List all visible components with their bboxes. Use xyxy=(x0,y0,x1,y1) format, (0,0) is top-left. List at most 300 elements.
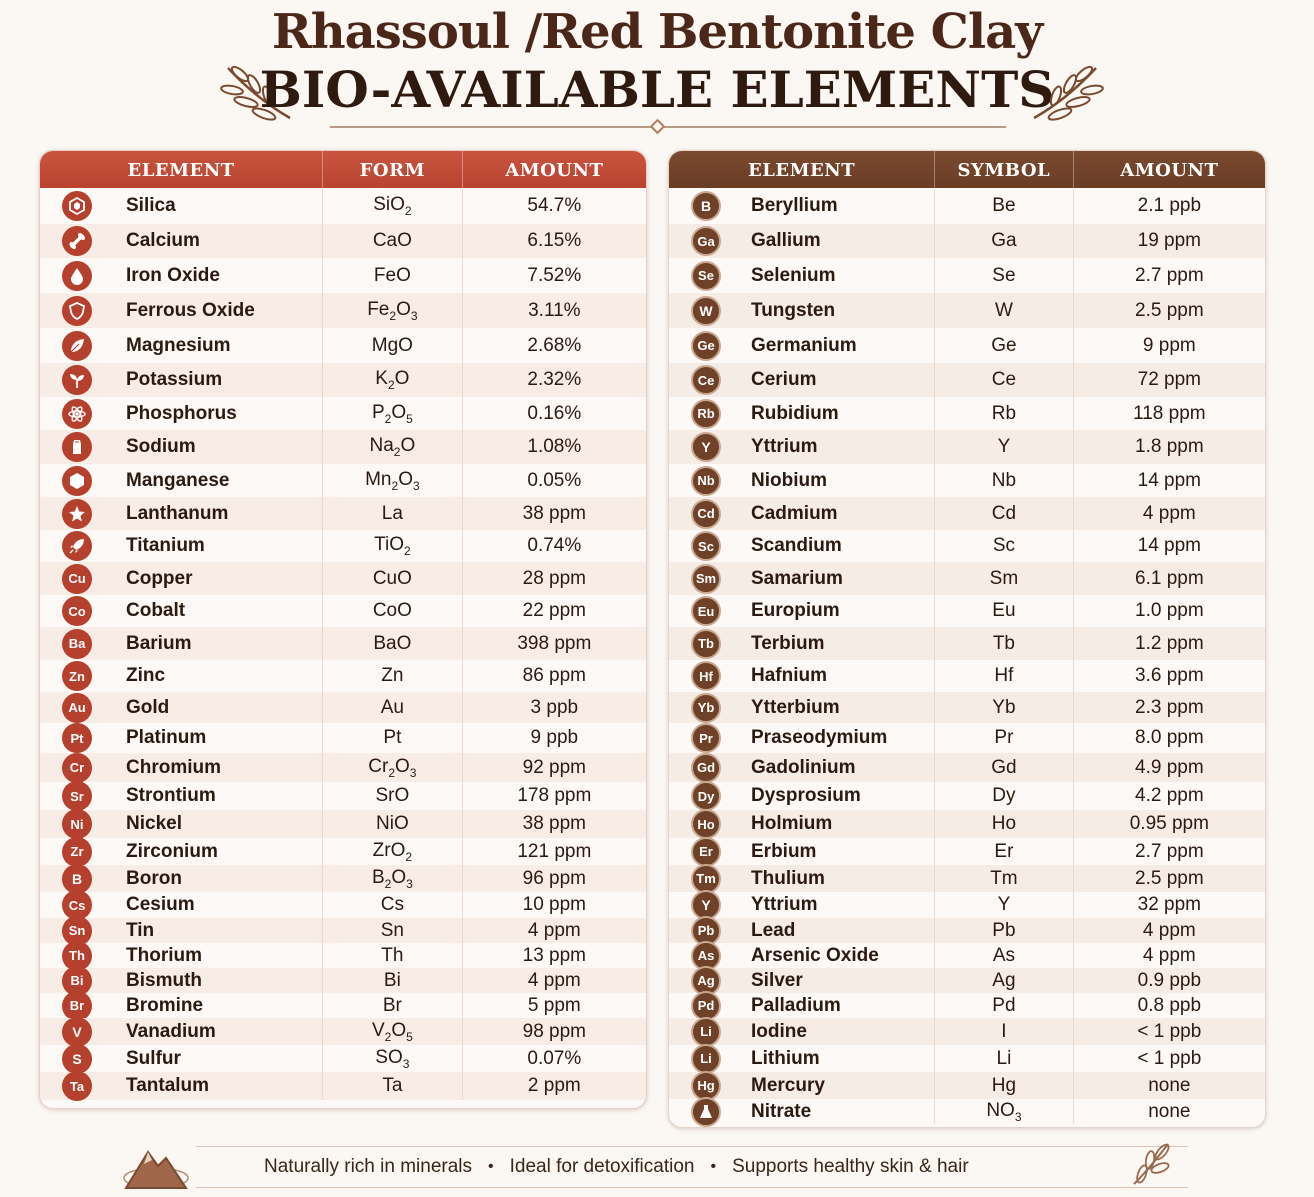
column-header-amount: AMOUNT xyxy=(505,160,604,181)
element-symbol-badge: Er xyxy=(691,837,721,867)
element-name: Selenium xyxy=(751,264,836,286)
form-cell xyxy=(323,497,463,530)
element-name: Sodium xyxy=(126,436,196,457)
table-row xyxy=(669,397,1265,430)
element-symbol-badge: Ag xyxy=(691,966,721,996)
element-symbol: Pd xyxy=(992,994,1016,1016)
column-header-element: ELEMENT xyxy=(669,151,935,188)
flask-icon xyxy=(691,1097,721,1127)
element-name: Thulium xyxy=(751,867,825,889)
element-symbol-badge: Ge xyxy=(691,331,721,361)
element-symbol-badge: Zr xyxy=(62,837,92,867)
symbol-cell xyxy=(935,530,1074,562)
element-name: Samarium xyxy=(751,567,843,589)
element-cell xyxy=(669,723,935,753)
element-cell xyxy=(40,430,323,464)
table-row xyxy=(669,943,1265,968)
amount-value: 19 ppm xyxy=(1137,230,1202,251)
amount-value: 398 ppm xyxy=(517,632,592,654)
chemical-form: CoO xyxy=(372,600,412,621)
column-header-amount: AMOUNT xyxy=(1120,160,1219,181)
element-symbol: Nb xyxy=(991,469,1017,491)
element-cell xyxy=(669,328,935,363)
amount-cell xyxy=(1074,660,1265,692)
element-name: Hafnium xyxy=(751,665,827,686)
amount-cell xyxy=(1074,595,1265,627)
amount-cell xyxy=(463,562,646,595)
chemical-form: BaO xyxy=(373,632,412,654)
element-symbol-badge: Co xyxy=(62,596,92,626)
form-cell xyxy=(323,430,463,464)
amount-value: 38 ppm xyxy=(522,813,587,834)
amount-cell xyxy=(1074,430,1265,464)
element-symbol: $NO_3$ xyxy=(986,1099,1022,1124)
column-header-symbol: SYMBOL xyxy=(935,151,1074,188)
element-symbol-badge: B xyxy=(691,191,721,221)
chemical-form: Zn xyxy=(381,665,404,686)
element-name: Vanadium xyxy=(126,1020,216,1042)
amount-cell xyxy=(463,397,646,430)
amount-cell xyxy=(463,363,646,397)
symbol-cell xyxy=(935,782,1074,810)
amount-cell xyxy=(1074,810,1265,838)
element-symbol-badge: Ba xyxy=(62,629,92,659)
table-row xyxy=(40,464,646,497)
chemical-form: La xyxy=(381,502,403,524)
element-name: Niobium xyxy=(751,469,827,491)
salt-shaker-icon xyxy=(62,432,92,462)
element-symbol-badge: Pb xyxy=(691,916,721,946)
amount-cell xyxy=(463,1045,646,1072)
element-cell xyxy=(40,838,323,865)
leaf-icon xyxy=(62,331,92,361)
table-row xyxy=(669,660,1265,692)
table-row xyxy=(40,430,646,464)
element-name: Holmium xyxy=(751,813,833,834)
table-row xyxy=(669,1072,1265,1099)
element-symbol-badge: Y xyxy=(691,890,721,920)
amount-cell xyxy=(1074,753,1265,782)
amount-value: 0.8 ppb xyxy=(1137,994,1202,1016)
element-symbol-badge: Yb xyxy=(691,693,721,723)
element-name: Nitrate xyxy=(751,1100,812,1122)
element-cell xyxy=(40,993,323,1018)
amount-value: 6.1 ppm xyxy=(1135,567,1204,589)
amount-value: 4 ppm xyxy=(1142,919,1196,941)
element-symbol: I xyxy=(1001,1020,1007,1042)
symbol-cell xyxy=(935,1099,1074,1124)
amount-cell xyxy=(1074,397,1265,430)
form-cell xyxy=(323,692,463,723)
chemical-form: Th xyxy=(381,944,404,966)
amount-value: 1.2 ppm xyxy=(1135,632,1204,654)
element-cell xyxy=(669,530,935,562)
amount-value: 3 ppb xyxy=(530,696,579,718)
element-name: Palladium xyxy=(751,994,841,1016)
amount-cell xyxy=(1074,562,1265,595)
amount-value: 6.15% xyxy=(527,230,582,251)
element-symbol-badge: Tm xyxy=(691,864,721,894)
amount-value: 96 ppm xyxy=(522,867,587,889)
divider xyxy=(330,126,1006,128)
element-cell xyxy=(40,968,323,993)
table-row xyxy=(40,627,646,660)
form-cell xyxy=(323,968,463,993)
form-cell xyxy=(323,723,463,753)
element-name: Silver xyxy=(751,969,803,991)
amount-value: 1.8 ppm xyxy=(1135,436,1204,457)
symbol-cell xyxy=(935,660,1074,692)
chemical-form: ZrO$_2$ xyxy=(372,839,413,864)
element-name: Europium xyxy=(751,600,840,621)
symbol-cell xyxy=(935,865,1074,892)
element-cell xyxy=(40,810,323,838)
amount-value: 4.2 ppm xyxy=(1135,785,1204,806)
table-row xyxy=(40,328,646,363)
form-cell xyxy=(323,838,463,865)
table-row xyxy=(40,224,646,258)
element-name: Germanium xyxy=(751,334,857,356)
table-row xyxy=(40,993,646,1018)
amount-value: 86 ppm xyxy=(522,665,587,686)
element-symbol: Rb xyxy=(991,402,1017,424)
form-cell xyxy=(323,1018,463,1045)
element-cell xyxy=(669,497,935,530)
element-cell xyxy=(40,363,323,397)
amount-cell xyxy=(463,430,646,464)
element-name: Erbium xyxy=(751,840,817,862)
table-row xyxy=(40,497,646,530)
form-cell xyxy=(323,397,463,430)
amount-cell xyxy=(1074,1099,1265,1124)
symbol-cell xyxy=(935,397,1074,430)
table-row xyxy=(669,723,1265,753)
element-cell xyxy=(669,562,935,595)
symbol-cell xyxy=(935,943,1074,968)
element-name: Chromium xyxy=(126,756,221,778)
footer-item: Ideal for detoxification xyxy=(509,1156,695,1177)
table-row xyxy=(40,782,646,810)
amount-value: 4 ppm xyxy=(527,919,581,941)
element-name: Nickel xyxy=(126,813,182,834)
form-cell xyxy=(323,595,463,627)
amount-cell xyxy=(1074,918,1265,943)
form-cell xyxy=(323,363,463,397)
table-row xyxy=(669,464,1265,497)
right-table-body xyxy=(669,188,1265,1124)
element-symbol: Be xyxy=(992,195,1016,216)
element-symbol-badge: Ce xyxy=(691,365,721,395)
element-symbol-badge: Gd xyxy=(691,753,721,783)
element-name: Gallium xyxy=(751,230,821,251)
element-name: Terbium xyxy=(751,632,825,654)
element-symbol-badge: Cs xyxy=(62,890,92,920)
element-cell xyxy=(669,293,935,328)
element-name: Potassium xyxy=(126,369,223,390)
element-cell xyxy=(40,660,323,692)
amount-value: 22 ppm xyxy=(522,600,587,621)
element-cell xyxy=(40,1045,323,1072)
element-cell xyxy=(40,627,323,660)
element-cell xyxy=(40,293,323,328)
element-name: Titanium xyxy=(126,535,205,556)
form-cell xyxy=(323,753,463,782)
element-name: Gold xyxy=(126,696,170,718)
symbol-cell xyxy=(935,993,1074,1018)
element-symbol-badge: Sn xyxy=(62,916,92,946)
element-cell xyxy=(669,993,935,1018)
element-cell xyxy=(669,838,935,865)
element-cell xyxy=(669,627,935,660)
amount-value: 4 ppm xyxy=(1142,944,1196,966)
amount-cell xyxy=(1074,258,1265,293)
element-cell xyxy=(40,943,323,968)
chemical-form: $V_2O_5$ xyxy=(371,1019,413,1044)
amount-cell xyxy=(1074,224,1265,258)
element-name: Bismuth xyxy=(126,969,202,991)
table-row xyxy=(40,1072,646,1100)
diamond-ornament xyxy=(650,119,666,135)
element-symbol-badge: Hg xyxy=(691,1071,721,1101)
form-cell xyxy=(323,224,463,258)
table-row xyxy=(669,692,1265,723)
element-name: Scandium xyxy=(751,535,842,556)
chemical-form: $P_2O_5$ xyxy=(371,401,413,426)
element-symbol-badge: B xyxy=(62,864,92,894)
element-cell xyxy=(669,810,935,838)
element-name: Zinc xyxy=(126,665,166,686)
element-cell xyxy=(40,258,323,293)
element-cell xyxy=(40,464,323,497)
element-symbol-badge: Zn xyxy=(62,661,92,691)
shield-icon xyxy=(62,296,92,326)
element-name: Boron xyxy=(126,867,182,889)
table-row xyxy=(40,595,646,627)
crystal-icon xyxy=(62,191,92,221)
element-symbol: Ce xyxy=(991,369,1017,390)
chemical-form: Pt xyxy=(383,727,402,748)
table-row xyxy=(40,865,646,892)
amount-cell xyxy=(1074,188,1265,224)
element-symbol: Y xyxy=(997,894,1011,915)
amount-value: 2.1 ppb xyxy=(1137,195,1202,216)
symbol-cell xyxy=(935,328,1074,363)
symbol-cell xyxy=(935,562,1074,595)
element-symbol-badge: Pd xyxy=(691,991,721,1021)
amount-cell xyxy=(1074,627,1265,660)
amount-cell xyxy=(463,692,646,723)
element-symbol-badge: Pr xyxy=(691,723,721,753)
footer-bullet: • xyxy=(488,1158,494,1175)
element-cell xyxy=(669,397,935,430)
element-cell xyxy=(669,1072,935,1099)
amount-cell xyxy=(463,258,646,293)
star-icon xyxy=(62,499,92,529)
element-symbol: Tb xyxy=(992,632,1015,654)
element-symbol: Hg xyxy=(991,1074,1017,1096)
chemical-form: Au xyxy=(380,696,404,718)
symbol-cell xyxy=(935,918,1074,943)
element-name: Dysprosium xyxy=(751,785,861,806)
symbol-cell xyxy=(935,464,1074,497)
amount-value: 38 ppm xyxy=(522,502,587,524)
table-row xyxy=(40,530,646,562)
table-row xyxy=(40,692,646,723)
amount-value: none xyxy=(1148,1100,1191,1122)
amount-value: 14 ppm xyxy=(1137,469,1202,491)
element-cell xyxy=(40,753,323,782)
amount-value: 7.52% xyxy=(527,264,582,286)
table-row xyxy=(669,1045,1265,1072)
element-symbol: Li xyxy=(996,1047,1012,1069)
element-name: Yttrium xyxy=(751,894,818,915)
right-table xyxy=(668,150,1266,1128)
element-name: Beryllium xyxy=(751,195,838,216)
element-symbol-badge: Dy xyxy=(691,781,721,811)
amount-cell xyxy=(463,838,646,865)
form-cell xyxy=(323,782,463,810)
form-cell xyxy=(323,810,463,838)
element-name: Arsenic Oxide xyxy=(751,944,879,966)
symbol-cell xyxy=(935,497,1074,530)
chemical-form: FeO xyxy=(373,264,411,286)
amount-value: 8.0 ppm xyxy=(1135,727,1204,748)
element-symbol-badge: S xyxy=(62,1044,92,1074)
amount-value: 54.7% xyxy=(527,195,582,216)
amount-cell xyxy=(463,530,646,562)
element-symbol: Gd xyxy=(991,756,1017,778)
table-row xyxy=(669,968,1265,993)
element-symbol-badge: Sr xyxy=(62,781,92,811)
table-row xyxy=(669,1018,1265,1045)
element-name: Tantalum xyxy=(126,1075,210,1096)
symbol-cell xyxy=(935,224,1074,258)
amount-cell xyxy=(463,188,646,224)
amount-value: 32 ppm xyxy=(1137,894,1202,915)
element-name: Tungsten xyxy=(751,299,836,321)
element-cell xyxy=(669,782,935,810)
table-row xyxy=(669,258,1265,293)
symbol-cell xyxy=(935,838,1074,865)
symbol-cell xyxy=(935,595,1074,627)
table-row xyxy=(40,918,646,943)
amount-value: 9 ppb xyxy=(530,727,579,748)
amount-value: 0.95 ppm xyxy=(1129,813,1209,834)
symbol-cell xyxy=(935,293,1074,328)
element-name: Iron Oxide xyxy=(126,264,220,286)
symbol-cell xyxy=(935,968,1074,993)
element-name: Copper xyxy=(126,567,193,589)
table-row xyxy=(40,397,646,430)
amount-value: 0.07% xyxy=(527,1047,582,1069)
table-row xyxy=(669,918,1265,943)
chemical-form: SiO$_2$ xyxy=(373,194,412,218)
left-table-body xyxy=(40,188,646,1100)
table-row xyxy=(669,224,1265,258)
left-table-header xyxy=(40,151,646,188)
amount-value: < 1 ppb xyxy=(1137,1020,1202,1042)
symbol-cell xyxy=(935,892,1074,918)
chemical-form: Br xyxy=(382,994,402,1016)
element-cell xyxy=(40,224,323,258)
amount-value: 92 ppm xyxy=(522,756,587,778)
symbol-cell xyxy=(935,692,1074,723)
amount-cell xyxy=(463,1018,646,1045)
element-name: Phosphorus xyxy=(126,402,237,424)
element-symbol-badge: Au xyxy=(62,693,92,723)
element-name: Ytterbium xyxy=(751,696,840,718)
amount-value: 10 ppm xyxy=(522,894,587,915)
element-symbol: Ge xyxy=(991,334,1017,356)
element-cell xyxy=(40,397,323,430)
element-name: Cerium xyxy=(751,369,817,390)
amount-value: 28 ppm xyxy=(522,567,587,589)
table-row xyxy=(40,258,646,293)
element-symbol: Tm xyxy=(990,867,1018,889)
element-name: Zirconium xyxy=(126,840,218,862)
element-symbol-badge: Cr xyxy=(62,753,92,783)
footer-bar xyxy=(196,1146,1188,1188)
element-cell xyxy=(40,530,323,562)
amount-value: 3.6 ppm xyxy=(1135,665,1204,686)
element-symbol: Er xyxy=(994,840,1014,862)
element-cell xyxy=(669,258,935,293)
atom-icon xyxy=(62,399,92,429)
hexagon-icon xyxy=(62,466,92,496)
table-row xyxy=(669,497,1265,530)
amount-value: 13 ppm xyxy=(522,944,587,966)
chemical-form: TiO$_2$ xyxy=(374,534,411,558)
element-symbol-badge: Li xyxy=(691,1017,721,1047)
chemical-form: Sn xyxy=(380,919,404,941)
element-name: Mercury xyxy=(751,1074,825,1096)
footer-bullet: • xyxy=(710,1158,717,1175)
element-symbol-badge: Rb xyxy=(691,399,721,429)
element-name: Platinum xyxy=(126,727,207,748)
table-row xyxy=(669,293,1265,328)
amount-value: 14 ppm xyxy=(1137,535,1202,556)
element-symbol: Eu xyxy=(992,600,1016,621)
form-cell xyxy=(323,188,463,224)
element-cell xyxy=(669,1045,935,1072)
table-row xyxy=(669,838,1265,865)
element-symbol: Se xyxy=(992,264,1016,286)
element-cell xyxy=(669,865,935,892)
table-row xyxy=(40,723,646,753)
form-cell xyxy=(323,993,463,1018)
chemical-form: CaO xyxy=(372,230,412,251)
element-symbol-badge: Hf xyxy=(691,661,721,691)
symbol-cell xyxy=(935,188,1074,224)
element-cell xyxy=(669,1099,935,1124)
element-symbol-badge: V xyxy=(62,1017,92,1047)
table-row xyxy=(669,328,1265,363)
element-name: Yttrium xyxy=(751,436,818,457)
amount-value: < 1 ppb xyxy=(1137,1047,1202,1069)
amount-cell xyxy=(463,918,646,943)
element-symbol: Ho xyxy=(991,813,1017,834)
element-cell xyxy=(40,328,323,363)
element-cell xyxy=(669,188,935,224)
amount-cell xyxy=(1074,968,1265,993)
amount-cell xyxy=(463,993,646,1018)
amount-cell xyxy=(1074,1018,1265,1045)
table-row xyxy=(669,363,1265,397)
table-row xyxy=(40,838,646,865)
chemical-form: $Mn_2O_3$ xyxy=(365,468,420,493)
chemical-form: CuO xyxy=(372,567,412,589)
rocket-icon xyxy=(62,531,92,561)
